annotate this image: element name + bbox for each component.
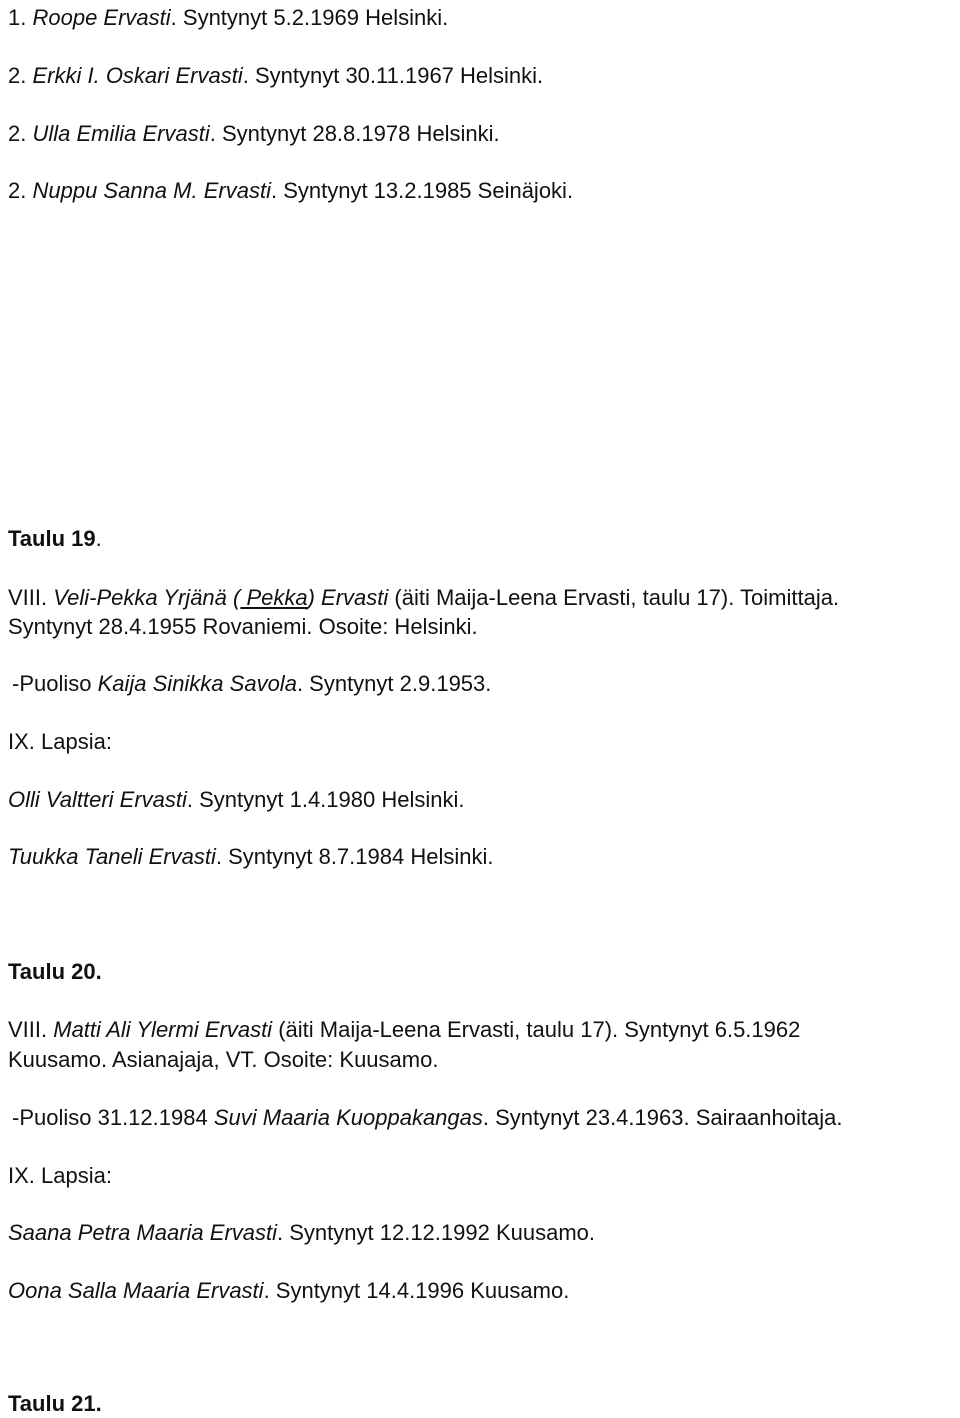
item-number: 1. [8,5,27,30]
heading-dot: . [95,526,102,551]
child-name: Saana Petra Maaria Ervasti [8,1220,278,1245]
nickname: Pekka [240,585,308,610]
children-label: IX. Lapsia: [8,729,112,754]
spouse-name: Kaija Sinikka Savola [97,671,297,696]
person-name: Roope Ervasti [32,5,171,30]
list-item [8,120,500,148]
child-entry [8,1277,569,1305]
spouse-entry [12,1104,842,1132]
section-heading: Taulu 21. [8,1391,102,1416]
child-details: . Syntynyt 12.12.1992 Kuusamo. [277,1220,596,1245]
generation-label: VIII. [8,585,48,610]
person-details: . Syntynyt 28.8.1978 Helsinki. [209,121,500,146]
list-item [8,62,543,90]
child-name: Olli Valtteri Ervasti [8,787,187,812]
person-entry [8,1016,800,1044]
person-name-part: Ervasti [203,178,271,203]
spouse-entry [12,670,491,698]
parent-info: (äiti Maija-Leena Ervasti, taulu 17). Syntynyt 6.5.1962 [272,1017,801,1042]
person-details: . Syntynyt 5.2.1969 Helsinki. [170,5,449,30]
child-entry [8,843,493,871]
person-birth: Syntynyt 28.4.1955 Rovaniemi. Osoite: Helsinki. [8,614,478,639]
children-label: IX. Lapsia: [8,1163,112,1188]
item-number: 2. [8,63,27,88]
person-details: . Syntynyt 30.11.1967 Helsinki. [242,63,544,88]
person-birth: Kuusamo. Asianajaja, VT. Osoite: Kuusamo. [8,1047,439,1072]
person-name: Matti Ali Ylermi Ervasti [53,1017,273,1042]
person-details: . Syntynyt 13.2.1985 Seinäjoki. [270,178,574,203]
person-name: Erkki I. Oskari Ervasti [32,63,243,88]
person-entry [8,584,839,612]
child-name: Tuukka Taneli Ervasti [8,844,216,869]
spouse-name: Suvi Maaria Kuoppakangas [213,1105,483,1130]
child-name: Oona Salla Maaria Ervasti [8,1278,264,1303]
person-name-part: Nuppu Sanna M. [32,178,198,203]
child-details: . Syntynyt 14.4.1996 Kuusamo. [263,1278,570,1303]
section-heading: Taulu 20. [8,959,102,984]
item-number: 2. [8,178,27,203]
child-entry [8,1219,595,1247]
child-details: . Syntynyt 8.7.1984 Helsinki. [215,844,494,869]
list-item [8,4,448,32]
list-item [8,177,573,205]
child-details: . Syntynyt 1.4.1980 Helsinki. [186,787,465,812]
generation-label: VIII. [8,1017,48,1042]
person-name: Ulla Emilia Ervasti [32,121,210,146]
spouse-prefix: -Puoliso 31.12.1984 [12,1105,214,1130]
person-name-part: Veli-Pekka Yrjänä ( [53,585,241,610]
person-name-part: ) Ervasti [307,585,389,610]
heading-text: Taulu 19 [8,526,96,551]
section-heading [8,525,102,553]
spouse-prefix: -Puoliso [12,671,98,696]
parent-info: (äiti Maija-Leena Ervasti, taulu 17). Toimittaja. [388,585,840,610]
spouse-details: . Syntynyt 2.9.1953. [296,671,492,696]
item-number: 2. [8,121,27,146]
spouse-details: . Syntynyt 23.4.1963. Sairaanhoitaja. [482,1105,843,1130]
child-entry [8,786,464,814]
